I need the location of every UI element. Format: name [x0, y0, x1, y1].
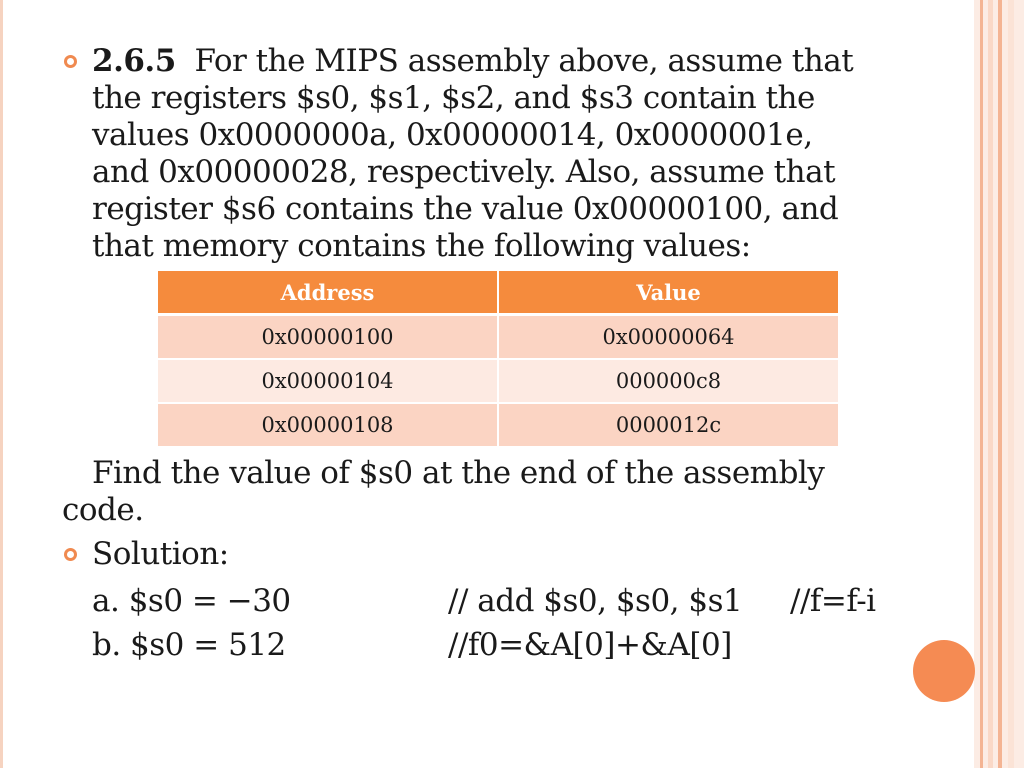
- cell-value: 0x00000064: [498, 315, 838, 360]
- header-address: Address: [158, 271, 498, 315]
- cell-value: 000000c8: [498, 359, 838, 403]
- cell-value: 0000012c: [498, 403, 838, 447]
- table-header-row: [158, 271, 838, 315]
- bullet-icon: [64, 548, 77, 561]
- solution-a-comment: // add $s0, $s0, $s1: [448, 583, 743, 619]
- problem-text: For the MIPS assembly above, assume that: [194, 43, 854, 79]
- border-stripe: [988, 0, 993, 768]
- border-stripe: [998, 0, 1002, 768]
- solution-b-answer: b. $s0 = 512: [92, 627, 286, 663]
- table-row: [158, 315, 838, 360]
- problem-line-3: values 0x0000000a, 0x00000014, 0x0000001e,: [92, 117, 813, 153]
- question-line-1: Find the value of $s0 at the end of the assembly: [92, 455, 825, 491]
- problem-line-4: and 0x00000028, respectively. Also, assume that: [92, 154, 836, 190]
- border-stripe: [980, 0, 983, 768]
- memory-table: [158, 271, 838, 448]
- problem-line-2: the registers $s0, $s1, $s2, and $s3 contain the: [92, 80, 815, 116]
- table-row: [158, 359, 838, 403]
- cell-address: 0x00000104: [158, 359, 498, 403]
- bullet-icon: [64, 55, 77, 68]
- table-row: [158, 403, 838, 447]
- left-border: [0, 0, 3, 768]
- right-decorative-border: [974, 0, 1024, 768]
- problem-line-1: [92, 43, 853, 80]
- problem-number: 2.6.5: [92, 43, 176, 79]
- solution-a-note: //f=f-i: [790, 583, 876, 619]
- header-value: Value: [498, 271, 838, 315]
- border-stripe: [1008, 0, 1014, 768]
- solution-label: Solution:: [92, 536, 229, 572]
- cell-address: 0x00000108: [158, 403, 498, 447]
- solution-a-answer: a. $s0 = −30: [92, 583, 291, 619]
- problem-line-6: that memory contains the following values:: [92, 228, 751, 264]
- problem-line-5: register $s6 contains the value 0x00000100, and: [92, 191, 839, 227]
- cell-address: 0x00000100: [158, 315, 498, 360]
- decorative-circle: [913, 640, 975, 702]
- solution-b-comment: //f0=&A[0]+&A[0]: [448, 627, 732, 663]
- question-line-2: code.: [62, 492, 144, 528]
